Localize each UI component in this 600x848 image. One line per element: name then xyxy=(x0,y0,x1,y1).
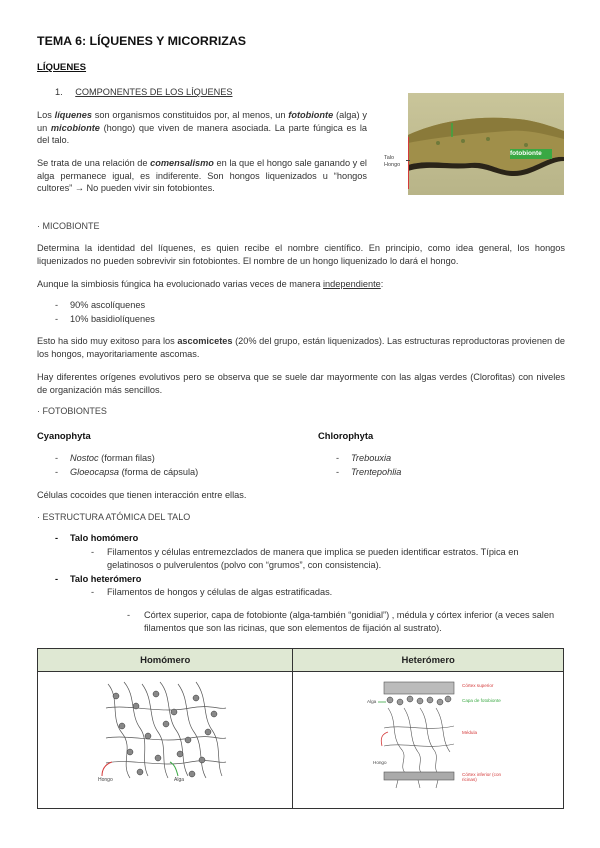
micobionte-p1: Determina la identidad del líquenes, es quien recibe el nombre científico. En principio, como idea general, los hongos liquenizados no pueden sobrevivir sin fotobiontes. El nombre de un hongo liquenizado lo dará el hongo. xyxy=(37,243,565,266)
micobionte-p3 xyxy=(37,335,565,360)
bullet-text: 10% basidiolíquenes xyxy=(70,314,155,324)
text: Los xyxy=(37,110,55,120)
heteromero-label-medula: Médula xyxy=(462,730,478,735)
list-item: - 90% ascolíquenes xyxy=(55,300,146,310)
homomero-item: - Talo homómero xyxy=(55,533,139,543)
chlorophyta-title: Chlorophyta xyxy=(318,430,374,441)
text: Se trata de una relación de xyxy=(37,158,151,168)
cyanophyta-list xyxy=(55,451,198,479)
homomero-diagram xyxy=(100,678,230,788)
genus-name: Trebouxia xyxy=(351,453,392,463)
heteromero-label-alga: Alga xyxy=(367,699,377,704)
text: (20% del grupo, están liquenizados). Las estructuras reproductoras provienen de los hongos, mayoritariamente ascomas. xyxy=(37,336,565,359)
genus-name: Gloeocapsa xyxy=(70,467,120,477)
genus-desc: (forma de cápsula) xyxy=(119,467,199,477)
fotobiontes-heading: · FOTOBIONTES xyxy=(37,406,107,416)
subsection-label: COMPONENTES DE LOS LÍQUENES xyxy=(75,87,233,97)
chlorophyta-list xyxy=(336,451,401,479)
table-header-heteromero: Heterómero xyxy=(293,649,564,672)
figure-label-talo: Talo Hongo xyxy=(384,155,401,168)
heteromero-sub-item: - Córtex superior, capa de fotobionte (alga-también “gonidial”) , médula y córtex inferior (a veces salen filamentos que son las ricinas, que son elementos de fijación al sustrato). xyxy=(127,609,565,634)
list-item: - Trentepohlia xyxy=(336,467,402,477)
text: son organismos constituidos por, al menos, un xyxy=(91,110,289,120)
heteromero-label-cortex-superior: Córtex superior xyxy=(462,683,494,688)
text: en la que el hongo sale ganando y el alga permanece igual, es indiferente. Son hongos liquenizados u “hongos cultores” → No pueden vivir sin fotobiontes. xyxy=(37,158,367,194)
term-independiente: independiente xyxy=(323,279,381,289)
term-ascomicetes: ascomicetes xyxy=(177,336,233,346)
homomero-label-alga: Alga xyxy=(174,777,185,783)
genus-desc: (forman filas) xyxy=(98,453,155,463)
list-item: - Trebouxia xyxy=(336,453,392,463)
homomero-desc-item: - Filamentos y células entremezclados de manera que implica se pueden identificar estratos. Típica en gelatinosos o pulverulentos (polvo con “grumos”, con consistencia). xyxy=(91,546,564,571)
table-header-homomero: Homómero xyxy=(38,649,293,672)
heteromero-label-capa-fotobionte: Capa de fotobionte xyxy=(462,698,501,703)
heteromero-sub: Córtex superior, capa de fotobionte (alga-también “gonidial”) , médula y córtex inferior (a veces salen filamentos que son las ricinas, que son elementos de fijación al sustrato). xyxy=(144,610,555,633)
estructura-heading: · ESTRUCTURA ATÓMICA DEL TALO xyxy=(37,512,191,522)
heteromero-label-cortex-inferior: Córtex inferior (con ricinas) xyxy=(462,772,502,783)
heteromero-desc: Filamentos de hongos y células de algas estratificadas. xyxy=(107,587,333,597)
subsection-number: 1. xyxy=(55,87,63,97)
fotobiontes-note: Células cocoides que tienen interacción entre ellas. xyxy=(37,490,247,500)
list-item: - 10% basidiolíquenes xyxy=(55,314,155,324)
homomero-label-hongo: Hongo xyxy=(98,777,113,783)
cyanophyta-title: Cyanophyta xyxy=(37,430,91,441)
text: (hongo) que viven de manera asociada. La parte fúngica es la del talo. xyxy=(37,122,367,146)
heteromero-diagram xyxy=(378,676,458,790)
heteromero-desc-item: - Filamentos de hongos y células de algas estratificadas. xyxy=(91,587,333,597)
term-comensalismo: comensalismo xyxy=(150,158,214,168)
page-title: TEMA 6: LÍQUENES Y MICORRIZAS xyxy=(37,34,247,48)
micobionte-p4: Hay diferentes orígenes evolutivos pero se observa que se suele dar mayormente con las algas verdes (Clorofitas) con niveles de organización más sencillos. xyxy=(37,372,565,395)
intro-paragraph xyxy=(37,109,367,147)
lichen-micrograph xyxy=(408,93,564,195)
term-fotobionte: fotobionte xyxy=(288,110,334,120)
relation-paragraph xyxy=(37,157,367,195)
micobionte-bullets xyxy=(55,298,155,326)
micobionte-p2 xyxy=(37,278,565,291)
genus-name: Trentepohlia xyxy=(351,467,402,477)
heteromero-item: - Talo heterómero xyxy=(55,574,142,584)
heteromero-label-hongo: Hongo xyxy=(373,760,387,765)
micobionte-heading: · MICOBIONTE xyxy=(37,221,100,231)
figure-pointer xyxy=(406,160,410,161)
text: : xyxy=(380,279,384,289)
section-title: LÍQUENES xyxy=(37,62,87,73)
text: Esto ha sido muy exitoso para los xyxy=(37,336,178,346)
list-item: - Gloeocapsa (forma de cápsula) xyxy=(55,467,199,477)
text: Aunque la simbiosis fúngica ha evolucionado varias veces de manera xyxy=(37,279,324,289)
list-item: - Nostoc (forman filas) xyxy=(55,453,155,463)
homomero-title: Talo homómero xyxy=(70,533,139,543)
bullet-text: 90% ascolíquenes xyxy=(70,300,146,310)
term-liquenes: líquenes xyxy=(54,110,92,120)
term-micobionte: micobionte xyxy=(50,122,100,133)
homomero-desc: Filamentos y células entremezclados de manera que implica se pueden identificar estratos. Típica en gelatinosos o pulverulentos (polvo con “grumos”, con consistencia). xyxy=(107,547,519,570)
subsection-heading xyxy=(55,87,232,97)
text: (alga) y un xyxy=(37,110,367,133)
heteromero-title: Talo heterómero xyxy=(70,574,142,584)
genus-name: Nostoc xyxy=(70,453,99,463)
figure-label-fotobionte: fotobionte xyxy=(510,150,542,157)
